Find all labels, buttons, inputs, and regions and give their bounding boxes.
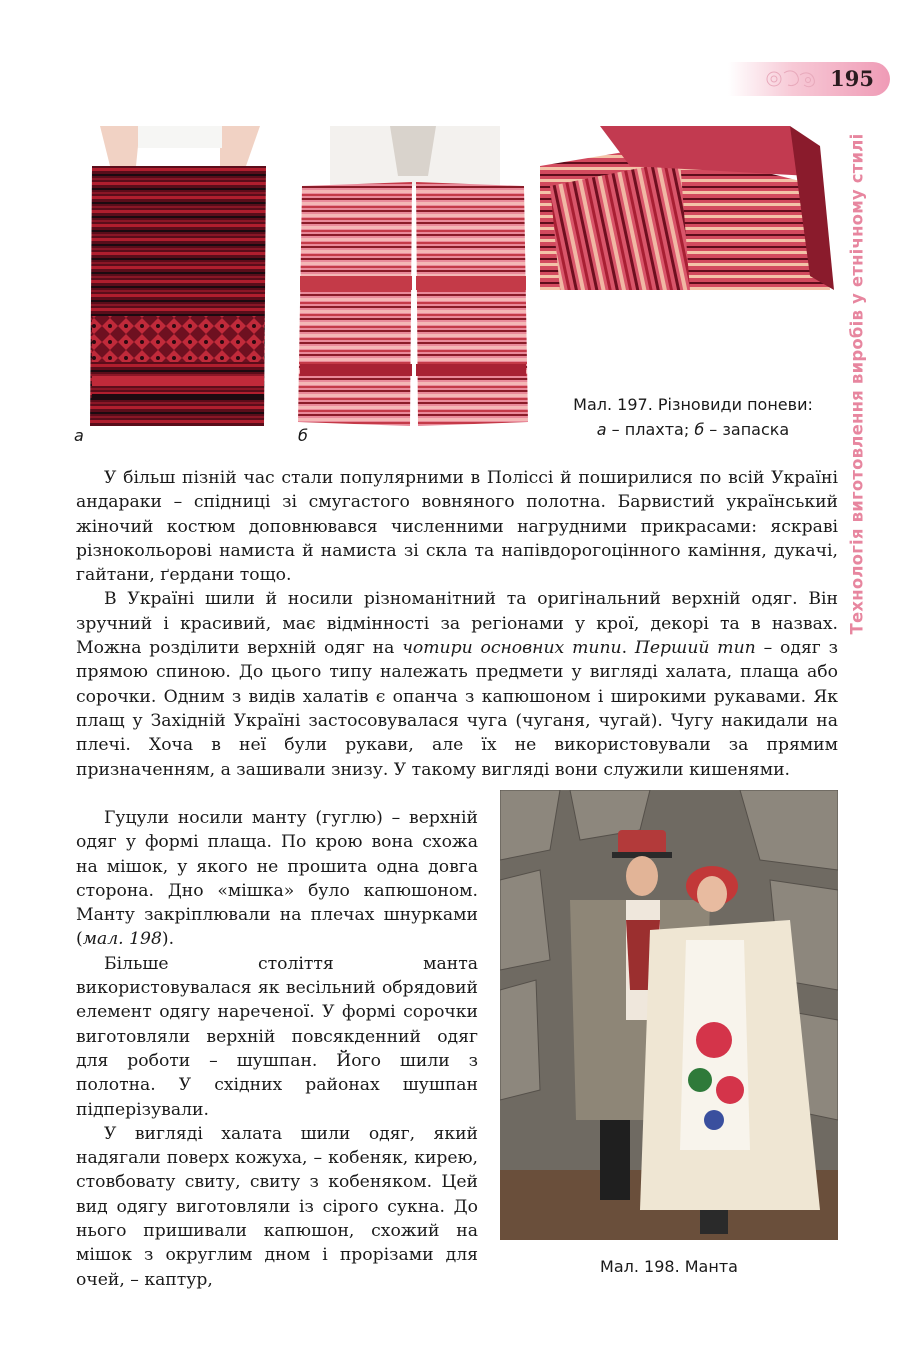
body-text-left-column [76,806,478,1292]
photo-plakhta [70,126,286,444]
figure-197-caption-line2 [552,417,834,442]
floral-ornament-icon [760,67,820,91]
caption-letter-b: б [694,420,705,439]
caption-letter-a: а [596,420,607,439]
outerwear-emph-types: чотири основних типи [402,638,622,659]
manta-text-2: ). [161,929,175,950]
photo-manta-couple [500,790,838,1240]
figure-197-caption-line1: Мал. 197. Різновиди поневи: [573,395,813,414]
paragraph-outerwear [76,587,838,781]
body-text-full-width [76,466,838,782]
figure-letter-a: а [74,426,84,445]
photo-zapaska [290,126,536,444]
outerwear-text-3: – одяг з прямою спиною. До цього типу належать предмети у вигляді халата, плаща або сорочки. Одним з видів халатів є опанча з капюшоном і широкими рукавами. Як плащ у Західній Україні застосовувалася чуга (чуганя, чугай). Чугу накидали на плечі. Хоча в неї були рукави, але їх не використовували за прямим призначенням, а зашивали знизу. У такому вигляді вони служили кишенями. [76,638,838,780]
outerwear-emph-first-type: Перший тип [634,638,756,659]
figure-letter-b: б [298,426,308,445]
page-number-badge [728,62,890,96]
photo-folded-textile [540,126,834,290]
paragraph-shushpan: Більше століття манта використовувалася як весільний обрядовий елемент одягу нареченої. У формі сорочки виготовляли верхній повсякденний одяг для роботи – шушпан. Його шили з полотна. У східних районах шушпан підперізували. [76,953,478,1120]
caption-plakhta: – плахта; [606,420,695,439]
figure-198-caption: Мал. 198. Манта [600,1257,738,1276]
chapter-side-title-text: Технологія виготовлення виробів у етнічному стилі [847,133,867,635]
paragraph-kobeniak: У вигляді халата шили одяг, який надягали поверх кожуха, – кобеняк, кирею, стовбовату свиту, свиту з кобеняком. Цей вид одягу виготовляли із сірого сукна. До нього пришивали капюшон, схожий на мішок з округлим дном і прорізами для очей, – каптур, [76,1123,478,1290]
manta-text-1: Гуцули носили манту (гуглю) – верхній одяг у формі плаща. По крою вона схожа на мішок, у якого не прошита одна довга сторона. Дно «мішка» було капюшоном. Манту закріплювали на плечах шнурками ( [76,808,478,950]
caption-zapaska: – запаска [704,420,790,439]
paragraph-manta [76,806,478,952]
chapter-side-title [844,124,870,644]
outerwear-text-1: В Україні шили й носили різноманітний та оригінальний верхній одяг. Він зручний і красивий, має відмінності за регіонами у крої, декорі та в назвах. Можна розділити верхній одяг на [76,589,838,659]
page-number: 195 [830,66,874,91]
figure-197-caption [552,392,834,442]
paragraph-andaraky: У більш пізній час стали популярними в Поліссі й поширилися по всій Україні андараки – спідниці зі смугастого вовняного полотна. Барвистий український жіночий костюм доповнювався численними нагрудними прикрасами: яскраві різнокольорові намиста й намиста зі скла та напівдорогоцінного каміння, дукачі, гайтани, ґердани тощо. [76,468,838,586]
manta-figure-reference: мал. 198 [82,929,162,950]
outerwear-text-2: . [621,638,635,659]
